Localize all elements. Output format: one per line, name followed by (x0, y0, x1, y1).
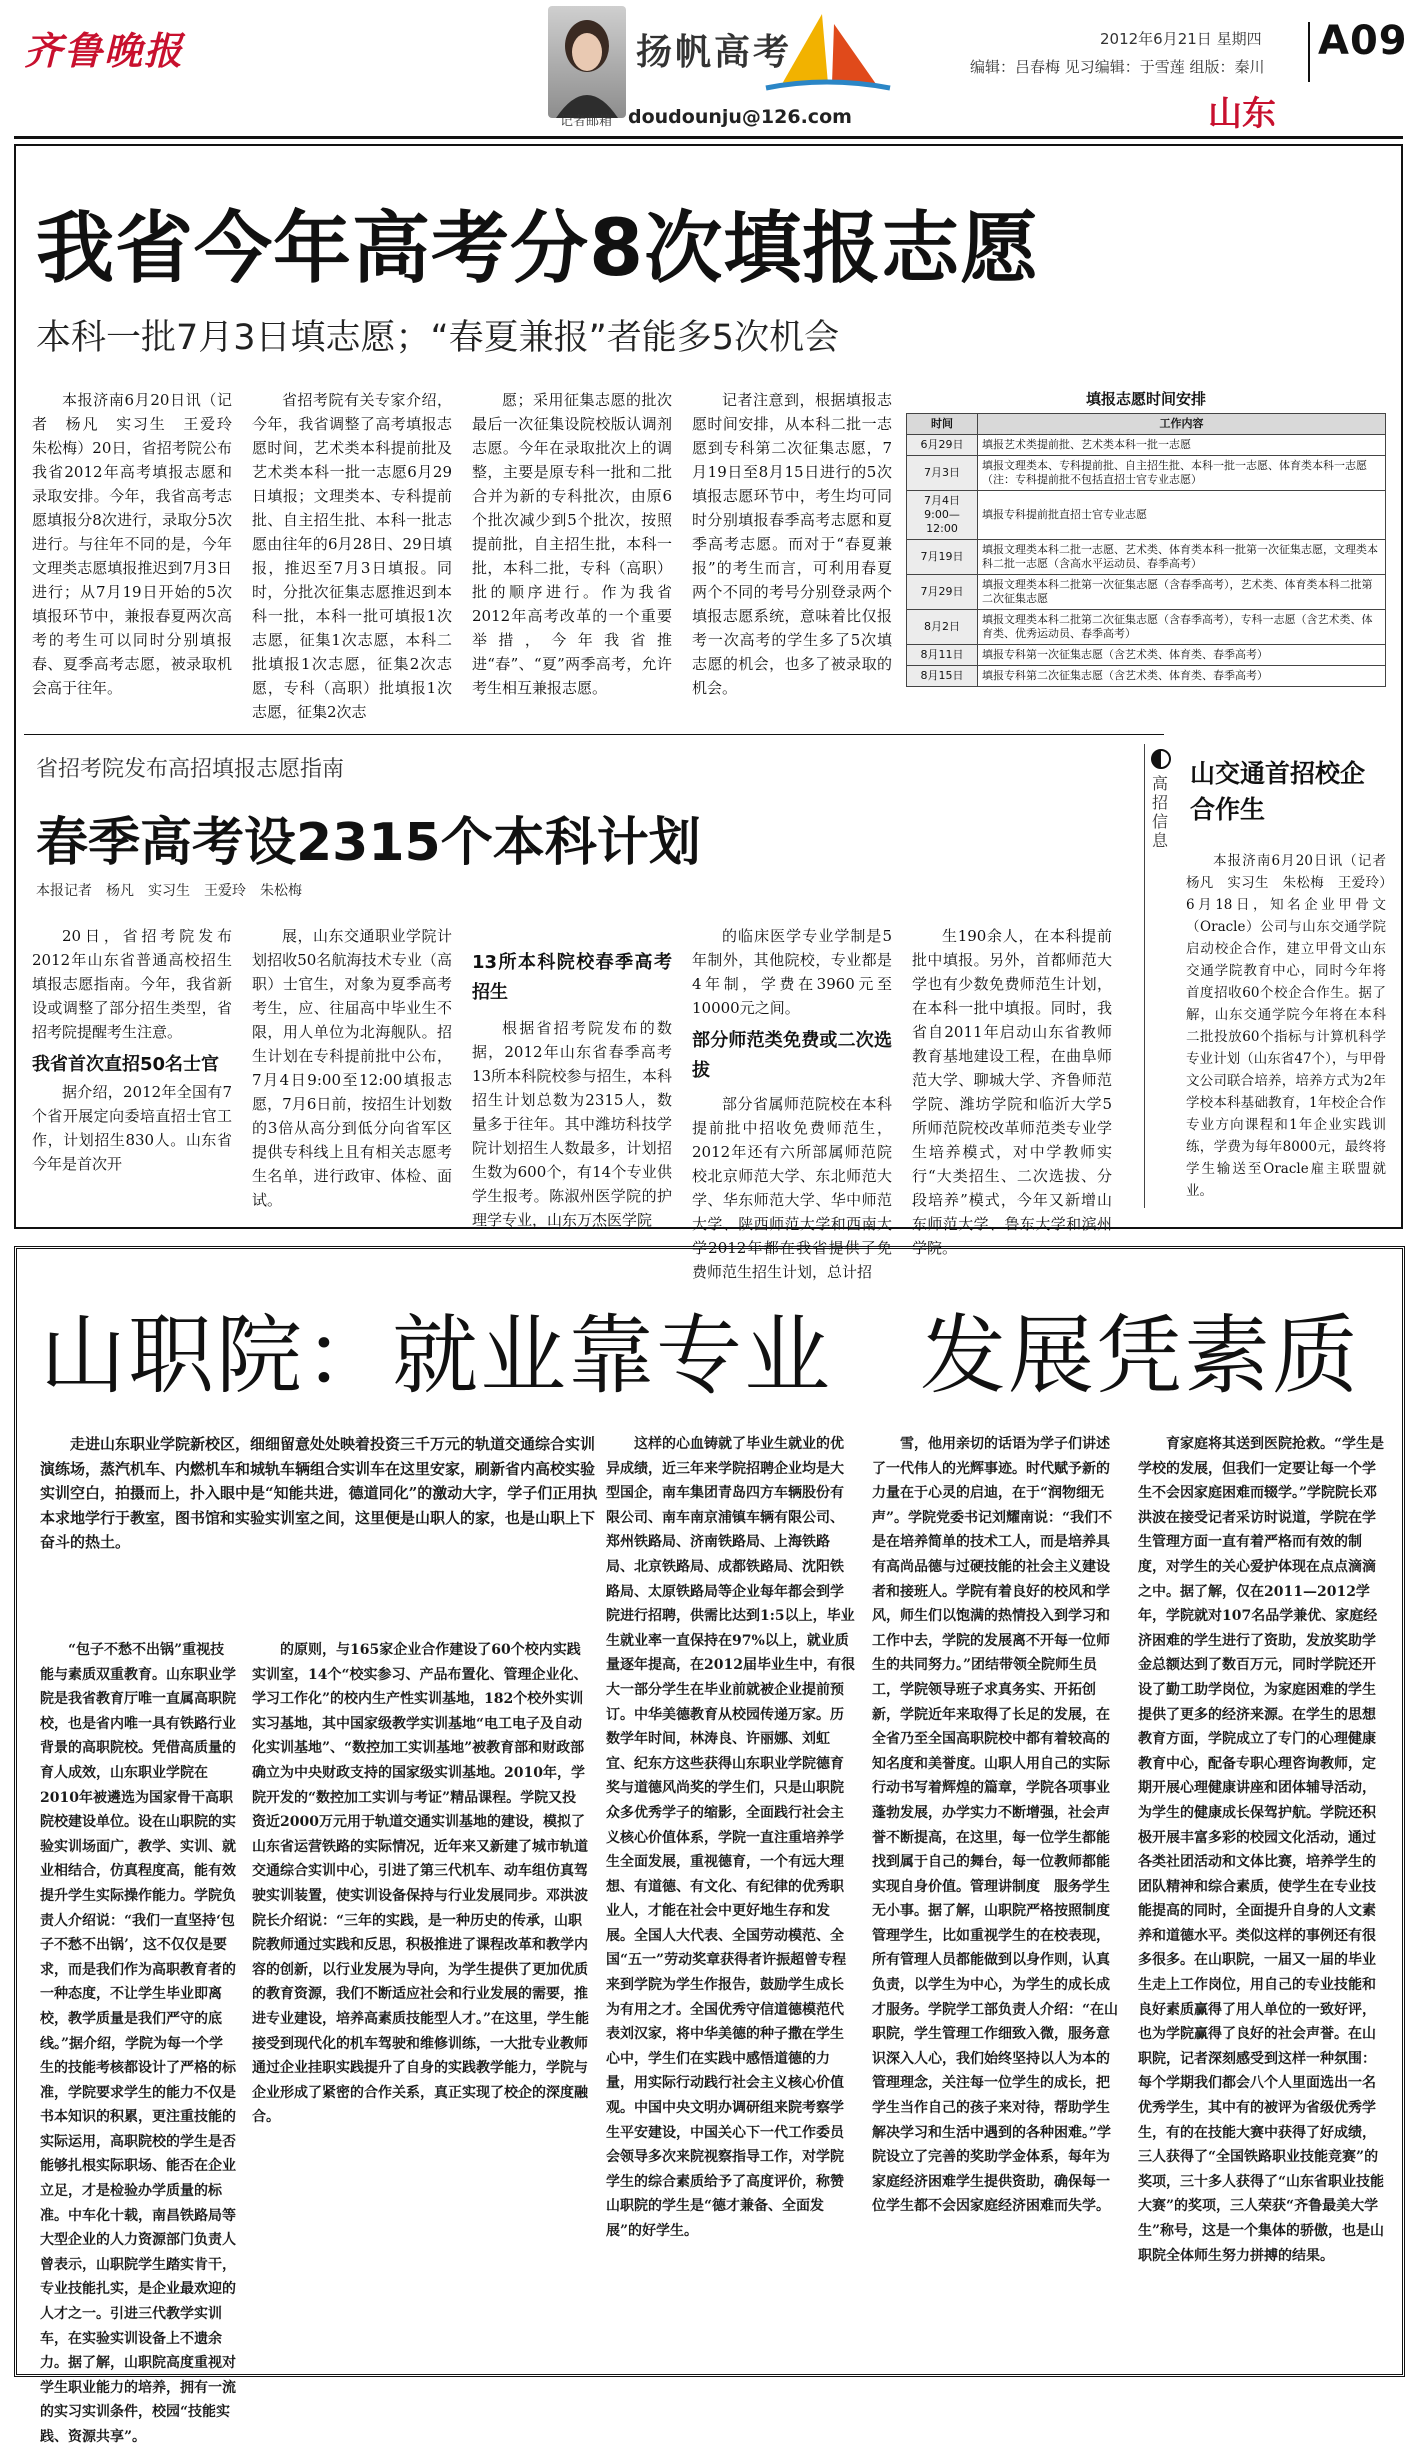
reporter-email-label: 记者邮箱 (560, 114, 613, 129)
schedule-title: 填报志愿时间安排 (1085, 390, 1206, 408)
table-row: 8月15日 填报专科第二次征集志愿（含艺术类、体育类、春季高考） (907, 666, 1386, 687)
masthead-rule (14, 136, 1403, 139)
sailboat-icon (752, 6, 902, 94)
second-subhead-3: 部分师范类免费或二次选拔 (692, 1030, 892, 1081)
feature-col-c: 这样的心血铸就了毕业生就业的优异成绩，近三年来学院招聘企业均是大型国企，南车集团青岛四方车辆股份有限公司、南车南京浦镇车辆有限公司、郑州铁路局、济南铁路局、上海铁路局、北京铁路局、成都铁路局、沈阳铁路局、太原铁路局等企业每年都会到学院进行招聘，供需比达到1:5以上，毕业生就业率一直保持在97%以上，就业质量逐年提高，在2012届毕业生中，有很大一部分学生在毕业前就被企业提前预订。中华美德教育从校园传递万家。历数学年时间，林涛良、许丽娜、刘虹宜、纪东方这些获得山东职业学院德育奖与道德风尚奖的学生们，只是山职院众多优秀学子的缩影，全面践行社会主义核心价值体系，学院一直注重培养学生全面发展，重视德育，一个有远大理想、有道德、有文化、有纪律的优秀职业人，才能在社会中更好地生存和发展。全国人大代表、全国劳动模范、全国“五一”劳动奖章获得者许振超曾专程来到学院为学生作报告，鼓励学生成长为有用之才。全国优秀守信道德模范代表刘汉家，将中华美德的种子撒在学生心中，学生们在实践中感悟道德的力量，用实际行动践行社会主义核心价值观。中国中央文明办调研组来院考察学生平安建设，中国关心下一代工作委员会领导多次来院视察指导工作，对学院学生的综合素质给予了高度评价，称赞山职院的学生是“德才兼备、全面发展”的好学生。 (606, 1436, 855, 2239)
feature-intro: 走进山东职业学院新校区，细细留意处处映着投资三千万元的轨道交通综合实训演练场，蒸汽机车、内燃机车和城轨车辆组合实训车在这里安家，刷新省内高校实验实训空白，拍摄而上，扑入眼中是“知能共进，德道同化”的激动大字，学子们正用执本求地学行于教室，图书馆和实验实训室之间，这里便是山职人的家，也是山职上下奋斗的热土。 (40, 1435, 598, 1551)
schedule-header-content: 工作内容 (978, 414, 1386, 435)
reporter-portrait-icon (548, 6, 626, 118)
table-row: 8月2日 填报文理类本科二批第二次征集志愿（含春季高考），专科一志愿（含艺术类、体育类、优秀运动员、春季高考） (907, 610, 1386, 645)
second-col-5: 生190余人，在本科提前批中填报。另外，首都师范大学也有少数免费师范生计划，在本科一批中填报。同时，我省自2011年启动山东省教师教育基地建设工程，在曲阜师范大学、聊城大学、齐鲁师范学院、潍坊学院和临沂大学5所师范院校改革师范类专业学生培养模式，对中学教师实行“大类招生、二次选拔、分段培养”模式，今年又新增山东师范大学、鲁东大学和滨州学院。 (912, 927, 1112, 1257)
lead-bottom-rule (24, 734, 1164, 735)
second-subhead-1: 我省首次直招50名士官 (32, 1054, 220, 1075)
feature-col-d: 雪，他用亲切的话语为学子们讲述了一代伟人的光辉事迹。时代赋予新的力量在于心灵的启迪，在于“润物细无声”。学院党委书记刘耀南说：“我们不是在培养简单的技术工人，而是培养具有高尚品德与过硬技能的社会主义建设者和接班人。学院有着良好的校风和学风，师生们以饱满的热情投入到学习和工作中去，学院的发展离不开每一位师生的共同努力。”团结带领全院师生员工，学院领导班子求真务实、开拓创新，学院近年来取得了长足的发展，在全省乃至全国高职院校中都有着较高的知名度和美誉度。山职人用自己的实际行动书写着辉煌的篇章，学院各项事业蓬勃发展，办学实力不断增强，社会声誉不断提高，在这里，每一位学生都能找到属于自己的舞台，每一位教师都能实现自身价值。管理讲制度 服务学生无小事。据了解，山职院严格按照制度管理学生，比如重视学生的在校表现，所有管理人员都能做到以身作则，认真负责，以学生为中心，为学生的成长成才服务。学院学工部负责人介绍：“在山职院，学生管理工作细致入微，服务意识深入人心，我们始终坚持以人为本的管理理念，关注每一位学生的成长，把学生当作自己的孩子来对待，帮助学生解决学习和生活中遇到的各种困难。”学院设立了完善的奖助学金体系，每年为家庭经济困难学生提供资助，确保每一位学生都不会因家庭经济困难而失学。 (872, 1436, 1119, 2215)
lead-col-1: 本报济南6月20日讯（记者 杨凡 实习生 王爱玲 朱松梅）20日，省招考院公布我省2012年高考填报志愿和录取安排。今年，我省高考志愿填报分8次进行，录取分5次进行。与往年不同的是，今年文理类志愿填报推迟到7月3日进行；从7月19日开始的5次填报环节中，兼报春夏两次高考的考生可以同时分别填报春、夏季高考志愿，被录取机会高于往年。 (32, 391, 248, 697)
second-col-2: 展，山东交通职业学院计划招收50名航海技术专业（高职）士官生，对象为夏季高考考生，应、往届高中毕业生不限，用人单位为北海舰队。招生计划在专科提前批中公布，7月4日9:00至12:00填报志愿，7月6日前，按招生计划数的3倍从高分到低分向省军区提供专科线上且有相关志愿考生名单，进行政审、体检、面试。 (252, 927, 452, 1209)
page-number: A09 (1318, 18, 1408, 64)
sidebar-tag: 高招信息 (1152, 774, 1169, 850)
lead-col-3: 愿；采用征集志愿的批次最后一次征集设院校版认调剂志愿。今年在录取批次上的调整，主要是原专科一批和二批合并为新的专科批次，由原6个批次减少到5个批次，按照提前批，自主招生批，本科一批，本科二批，专科（高职）批的顺序进行。作为我省2012年高考改革的一个重要举措，今年我省推进“春”、“夏”两季高考，允许考生相互兼报志愿。 (472, 391, 672, 697)
schedule-table-panel (906, 388, 1386, 710)
lead-subheadline: 本科一批7月3日填志愿；“春夏兼报”者能多5次机会 (36, 318, 840, 358)
second-col-1: 20日，省招考院发布2012年山东省普通高校招生填报志愿指南。今年，我省新设或调整了部分招生类型，省招考院提醒考生注意。 我省首次直招50名士官 据介绍，2012年全国有7个省开展定向委培直招士官工作，计划招生830人。山东省今年是首次开 (32, 927, 232, 1173)
reporter-email: doudounju@126.com (628, 106, 852, 128)
paper-logo: 齐鲁晚报 (24, 28, 185, 73)
feature-col-e: 育家庭将其送到医院抢救。“学生是学校的发展，但我们一定要让每一个学生不会因家庭困难而辍学。”学院院长邓洪波在接受记者采访时说道，学院在学生管理方面一直有着严格而有效的制度，对学生的关心爱护体现在点点滴滴之中。据了解，仅在2011—2012学年，学院就对107名品学兼优、家庭经济困难的学生进行了资助，发放奖助学金总额达到了数百万元，同时学院还开设了勤工助学岗位，为家庭困难的学生提供了更多的经济来源。在学生的思想教育方面，学院成立了专门的心理健康教育中心，配备专职心理咨询教师，定期开展心理健康讲座和团体辅导活动，为学生的健康成长保驾护航。学院还积极开展丰富多彩的校园文化活动，通过各类社团活动和文体比赛，培养学生的团队精神和综合素质，使学生在专业技能提高的同时，全面提升自身的人文素养和道德水平。类似这样的事例还有很多很多。在山职院，一届又一届的毕业生走上工作岗位，用自己的专业技能和良好素质赢得了用人单位的一致好评，也为学院赢得了良好的社会声誉。在山职院，记者深刻感受到这样一种氛围：每个学期我们都会八个人里面选出一名优秀学生，其中有的被评为省级优秀学生，有的在技能大赛中获得了好成绩，三人获得了“全国铁路职业技能竞赛”的奖项，三十多人获得了“山东省职业技能大赛”的奖项，三人荣获“齐鲁最美大学生”称号，这是一个集体的骄傲，也是山职院全体师生努力拼搏的结果。 (1138, 1436, 1385, 2264)
feature-col-b: 的原则，与165家企业合作建设了60个校内实践实训室，14个“校实参习、产品布置化、管理企业化、学习工作化”的校内生产性实训基地，182个校外实训实习基地，其中国家级教学实训基地“电工电子及自动化实训基地”、“数控加工实训基地”被教育部和财政部确立为中央财政支持的国家级实训基地。2010年，学院开发的“数控加工实训与考证”精品课程。学院又投资近2000万元用于轨道交通实训基地的建设，模拟了山东省运营铁路的实际情况，近年来又新建了城市轨道交通综合实训中心，引进了第三代机车、动车组仿真驾驶实训装置，使实训设备保持与行业发展同步。邓洪波院长介绍说：“三年的实践，是一种历史的传承，山职院教师通过实践和反思，积极推进了课程改革和教学内容的创新，以行业发展为导向，为学生提供了更加优质的教育资源，我们不断适应社会和行业发展的需要，推进专业建设，培养高素质技能型人才。”在这里，学生能接受到现代化的机车驾驶和维修训练，一大批专业教师通过企业挂职实践提升了自身的实践教学能力，学院与企业形成了紧密的合作关系，真正实现了校企的深度融合。 (252, 1642, 590, 2126)
table-row: 7月19日 填报文理类本科二批一志愿、艺术类、体育类本科一批第一次征集志愿，文理类本科二批一志愿（含高水平运动员、春季高考） (907, 540, 1386, 575)
sidebar-body: 本报济南6月20日讯（记者 杨凡 实习生 朱松梅 王爱玲）6月18日，知名企业甲骨文（Oracle）公司与山东交通学院启动校企合作，建立甲骨文山东交通学院教育中心，同时今年将首度招收60个校企合作生。据了解，山东交通学院今年将在本科二批投放60个指标与计算机科学专业计划（山东省47个），与甲骨文公司联合培养，培养方式为2年学校本科基础教育，1年校企合作专业方向课程和1年企业实践训练，学费为每年8000元，最终将学生输送至Oracle雇主联盟就业。 (1186, 853, 1400, 1199)
second-kicker: 省招考院发布高招填报志愿指南 (36, 757, 345, 782)
second-col-4: 的临床医学专业学制是5年制外，其他院校，专业都是4年制，学费在3960元至10000元之间。 部分师范类免费或二次选拔 部分省属师范院校在本科提前批中招收免费师范生，2012年还有六所部属师范院校北京师范大学、东北师范大学、华东师范大学、华中师范大学、陕西师范大学和西南大学2012年都在我省提供了免费师范生招生计划，总计招 (692, 927, 892, 1281)
lead-col-2: 省招考院有关专家介绍，今年，我省调整了高考填报志愿时间，艺术类本科提前批及艺术类本科一批一志愿6月29日填报；文理类本、专科提前批、自主招生批、本科一批志愿由往年的6月28日、29日填报，推迟至7月3日填报。同时，分批次征集志愿推迟到本科一批，本科一批可填报1次志愿，征集1次志愿，本科二批填报1次志愿，征集2次志愿，专科（高职）批填报1次志愿，征集2次志 (252, 391, 452, 721)
lead-col-4: 记者注意到，根据填报志愿时间安排，从本科二批一志愿到专科第二次征集志愿，7月19日至8月15日进行的5次填报志愿环节中，考生均可同时分别填报春季高考志愿和夏季高考志愿。而对于“春夏兼报”的考生而言，可利用春夏两个不同的考号分别登录两个填报志愿系统，意味着比仅报考一次高考的学生多了5次填志愿的机会，也多了被录取的机会。 (692, 391, 892, 697)
table-row: 7月29日 填报文理类本科二批第一次征集志愿（含春季高考），艺术类、体育类本科二批第二次征集志愿 (907, 575, 1386, 610)
date-line: 2012年6月21日 星期四 (1100, 30, 1262, 48)
table-row: 6月29日 填报艺术类提前批、艺术类本科一批一志愿 (907, 435, 1386, 456)
reporter-photo (548, 6, 626, 118)
table-row: 8月11日 填报专科第一次征集志愿（含艺术类、体育类、春季高考） (907, 645, 1386, 666)
sidebar-divider (1144, 744, 1145, 1208)
schedule-table (906, 413, 1386, 687)
second-byline: 本报记者 杨凡 实习生 王爱玲 朱松梅 (36, 883, 302, 899)
editors-line: 编辑：吕春梅 见习编辑：于雪莲 组版：秦川 (970, 58, 1265, 76)
page-divider (1308, 22, 1310, 82)
second-col-3: 13所本科院校春季高考招生 根据省招考院发布的数据，2012年山东省春季高考13所本科院校参与招生，本科招生计划总数为2315人，数量多于往年。其中潍坊科技学院计划招生人数最多，计划招生数为600个，有14个专业供学生报考。陈淑州医学院的护理学专业，山东万杰医学院 (472, 924, 672, 1216)
sidebar-headline: 山交通首招校企合作生 (1190, 759, 1366, 824)
second-headline: 春季高考设2315个本科计划 (36, 813, 701, 873)
table-row: 7月4日 9:00—12:00 填报专科提前批直招士官专业志愿 (907, 491, 1386, 540)
section-name: 山东 (1208, 94, 1276, 134)
table-row: 7月3日 填报文理类本、专科提前批、自主招生批、本科一批一志愿、体育类本科一志愿（注：专科提前批不包括直招士官专业志愿） (907, 456, 1386, 491)
feature-headline: 山职院：就业靠专业 发展凭素质 (40, 1306, 1360, 1406)
column-title: 扬帆高考 (636, 32, 793, 73)
half-circle-icon (1150, 748, 1172, 770)
lead-headline: 我省今年高考分8次填报志愿 (36, 204, 1040, 294)
schedule-header-time: 时间 (907, 414, 978, 435)
second-subhead-2: 13所本科院校春季高考招生 (472, 952, 672, 1003)
feature-col-a: “包子不愁不出锅”重视技能与素质双重教育。山东职业学院是我省教育厅唯一直属高职院校，也是省内唯一具有铁路行业背景的高职院校。凭借高质量的育人成效，山东职业学院在2010年被遴选为国家骨干高职院校建设单位。设在山职院的实验实训场面广，教学、实训、就业相结合，仿真程度高，能有效提升学生实际操作能力。学院负责人介绍说：“我们一直坚持‘包子不愁不出锅’，这不仅仅是要求，而是我们作为高职教育者的一种态度，不让学生毕业即离校，教学质量是我们严守的底线。”据介绍，学院为每一个学生的技能考核都设计了严格的标准，学院要求学生的能力不仅是书本知识的积累，更注重技能的实际运用，高职院校的学生是否能够扎根实际职场、能否在企业立足，才是检验办学质量的标准。中车化十载，南昌铁路局等大型企业的人力资源部门负责人曾表示，山职院学生踏实肯干，专业技能扎实，是企业最欢迎的人才之一。引进三代教学实训车，在实验实训设备上不遗余力。据了解，山职院高度重视对学生职业能力的培养，拥有一流的实习实训条件，校园“技能实践、资源共享”。 (40, 1642, 236, 2445)
